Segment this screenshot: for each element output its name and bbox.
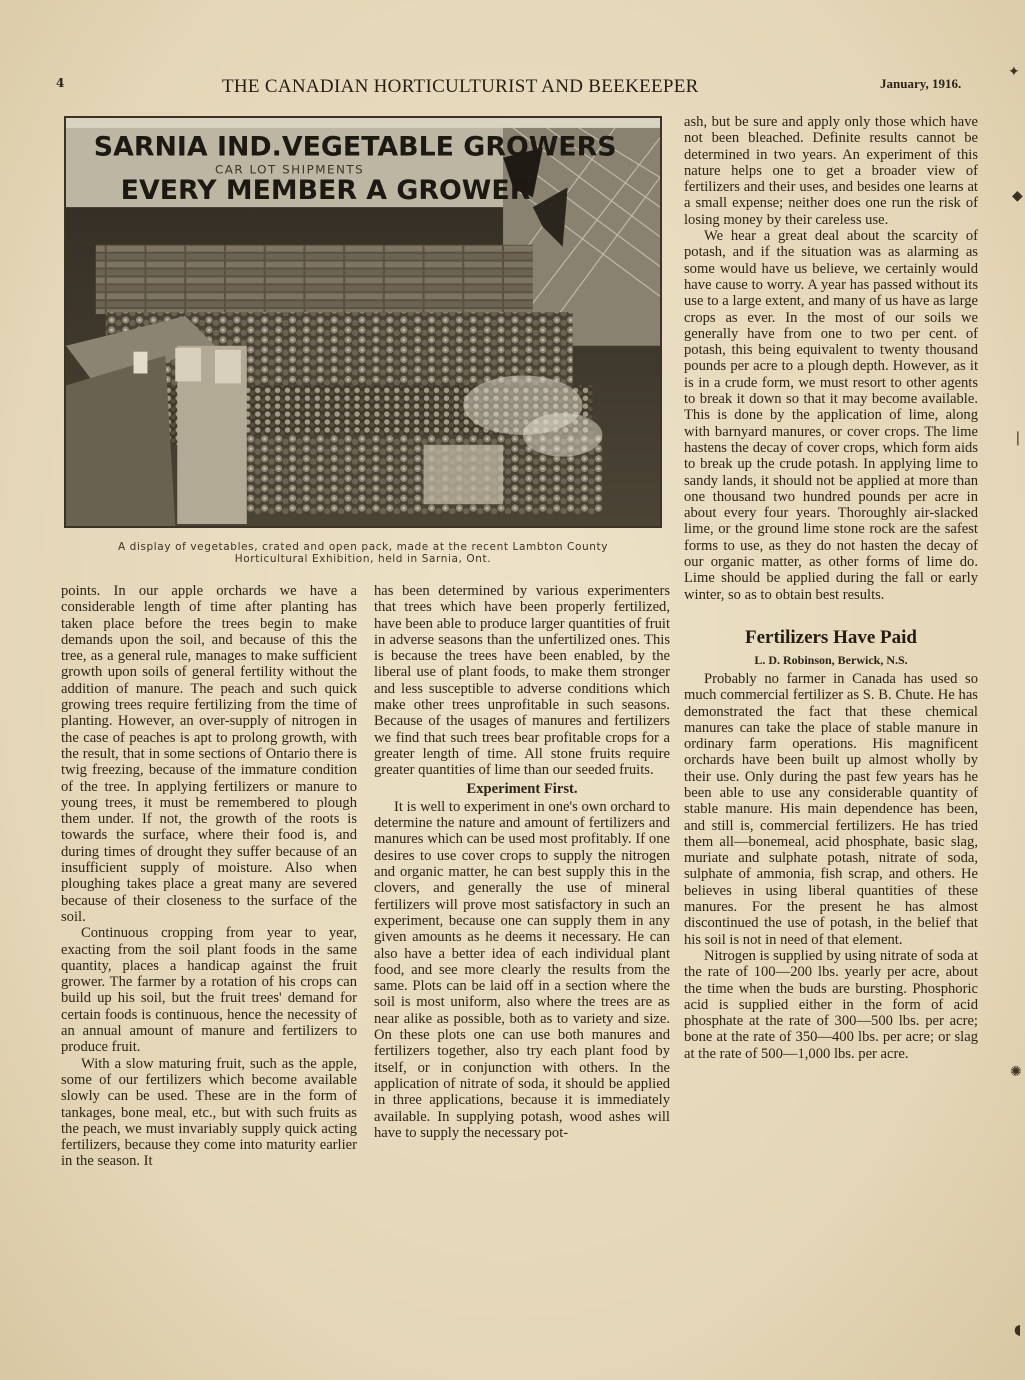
banner-text-1: SARNIA IND.VEGETABLE GROWERS xyxy=(93,131,617,163)
issue-date: January, 1916. xyxy=(880,76,962,91)
margin-mark-icon: ◆ xyxy=(1012,188,1023,204)
margin-mark-icon: ❘ xyxy=(1012,430,1024,446)
margin-mark-icon: ◖ xyxy=(1014,1322,1022,1338)
banner-text-2: CAR LOT SHIPMENTS xyxy=(214,162,365,177)
publication-title: THE CANADIAN HORTICULTURIST AND BEEKEEPER xyxy=(222,76,699,97)
paragraph: With a slow maturing fruit, such as the apple, some of our fertilizers which become available slowly can be used. These are in the form of tankages, bone meal, etc., but with such fruits as the peach, we must invariably supply quick acting fertilizers, because they come into maturity earlier in the season. It xyxy=(61,1055,357,1170)
vegetable-display-photo xyxy=(64,116,662,528)
paragraph: points. In our apple orchards we have a considerable length of time after planting has taken place before the trees begin to make demands upon the soil, and because of this the tree, as a general rule, manages to make sufficient growth upon soils of general fertility without the addition of manure. The peach and such quick growing trees require fertilizing from the time of planting. However, an over-supply of nitrogen in the case of peaches is apt to prolong growth, with the result, that in some sections of Ontario there is twig freezing, because of the immature condition of the tree. In applying fertilizers or manure to young trees, it must be remembered to plough them under. If not, the growth of the roots is towards the surface, where their food is, and during times of drought they suffer because of an insufficient supply of moisture. Also when ploughing takes place a great many are severed because of their closeness to the surface of the soil. xyxy=(61,583,357,925)
caption-line-1: A display of vegetables, crated and open pack, made at the recent Lambton County xyxy=(117,541,609,553)
caption-line-2: Horticultural Exhibition, held in Sarnia, Ont. xyxy=(234,553,492,565)
text-column-1 xyxy=(61,583,357,1170)
text-column-2 xyxy=(374,583,670,1141)
banner-text-3: EVERY MEMBER A GROWER xyxy=(120,175,531,207)
section-subheading: Experiment First. xyxy=(466,780,578,797)
paragraph: Continuous cropping from year to year, exacting from the soil plant foods in the same quantity, places a handicap against the fruit grower. The farmer by a rotation of his crops can build up his soil, but the fruit trees' demand for certain foods is continuous, hence the necessity of an annual amount of manure and fertilizers to produce fruit. xyxy=(61,925,357,1056)
photo-illustration xyxy=(66,118,660,526)
text-column-3 xyxy=(684,114,978,1062)
paragraph: has been determined by various experimenters that trees which have been properly fertilized, have been able to produce larger quantities of fruit in adverse seasons than the unfertilized ones. This is because the trees have been enabled, by the liberal use of plant foods, to make them stronger and less susceptible to adverse conditions which make other trees unprofitable in such seasons. Because of the usages of manures and fertilizers we find that such trees bear profitable crops for a greater length of time. All stone fruits require greater quantities of lime than our seeded fruits. xyxy=(374,583,670,779)
article-heading: Fertilizers Have Paid xyxy=(745,626,917,648)
paragraph: ash, but be sure and apply only those which have not been bleached. Definite results cannot be determined in two years. An experiment of this nature helps one to get a broader view of fertilizers and their uses, and besides one learns at a small expense; neither does one run the risk of losing money by their careless use. xyxy=(684,114,978,228)
paragraph: Nitrogen is supplied by using nitrate of soda at the rate of 100—200 lbs. yearly per acre, about the time when the buds are bursting. Phosphoric acid is supplied either in the form of acid phosphate at the rate of 300—500 lbs. per acre; bone at the rate of 350—400 lbs. per acre; or slag at the rate of 500—1,000 lbs. per acre. xyxy=(684,947,978,1062)
article-byline: L. D. Robinson, Berwick, N.S. xyxy=(754,652,908,667)
margin-mark-icon: ✦ xyxy=(1008,64,1020,80)
paragraph: We hear a great deal about the scarcity of potash, and if the situation was as alarming as some would have us believe, we certainly would have cause to worry. A year has passed without its use to a large extent, and many of us have as large crops as ever. In the most of our soils we generally have from one to two per cent. of potash, this being equivalent to twenty thousand pounds per acre to a plough depth. However, as it is in a crude form, we must resort to other agents to break it down so that it may become available. This is done by the application of lime, along with barnyard manures, or cover crops. The lime hastens the decay of cover crops, which form aids to break up the crude potash. In applying lime to sandy lands, it should not be applied at more than one thousand two hundred pounds per acre in about every four years. Thoroughly air-slacked lime, or the ground lime stone rock are the safest forms to use, as they do not hasten the decay of our organic matter, as other forms of lime do. Lime should be applied during the fall or early winter, so as to obtain best results. xyxy=(684,228,978,603)
photo-caption xyxy=(64,541,662,565)
paragraph: Probably no farmer in Canada has used so much commercial fertilizer as S. B. Chute. He has demonstrated the fact that these chemical manures can take the place of stable manure in ordinary farm operations. His magnificent orchards have been built up almost wholly by their use. Only during the past few years has he been able to use any considerable quantity of stable manure. His main dependence has been, and still is, commercial fertilizers. He has tried them all—bonemeal, acid phosphate, basic slag, muriate and sulphate potash, nitrate of soda, sulphate of ammonia, fish scrap, and others. He believes in using liberal quantities of these manures. For the present he has almost discontinued the use of potash, in the belief that his soil is not in need of that element. xyxy=(684,670,978,948)
paragraph: It is well to experiment in one's own orchard to determine the nature and amount of fertilizers and manures which can be used most profitably. If one desires to use cover crops to supply the nitrogen and organic matter, he can best supply this in the clovers, and generally the use of mineral fertilizers will prove most satisfactory in such an experiment, because one can supply them in any given amounts as he deems it necessary. He can also have a better idea of each individual plant food, and see more clearly the results from the same. Plots can be laid off in a section where the soil is most uniform, also where the trees are as near alike as possible, both as to variety and size. On these plots one can use both manures and fertilizers together, also try each plant food by itself, or in conjunction with others. In the application of nitrate of soda, it should be applied in three applications, because it is immediately available. In supplying potash, wood ashes will have to supply the necessary pot- xyxy=(374,798,670,1141)
page-number: 4 xyxy=(56,76,65,90)
margin-mark-icon: ✺ xyxy=(1010,1064,1022,1080)
